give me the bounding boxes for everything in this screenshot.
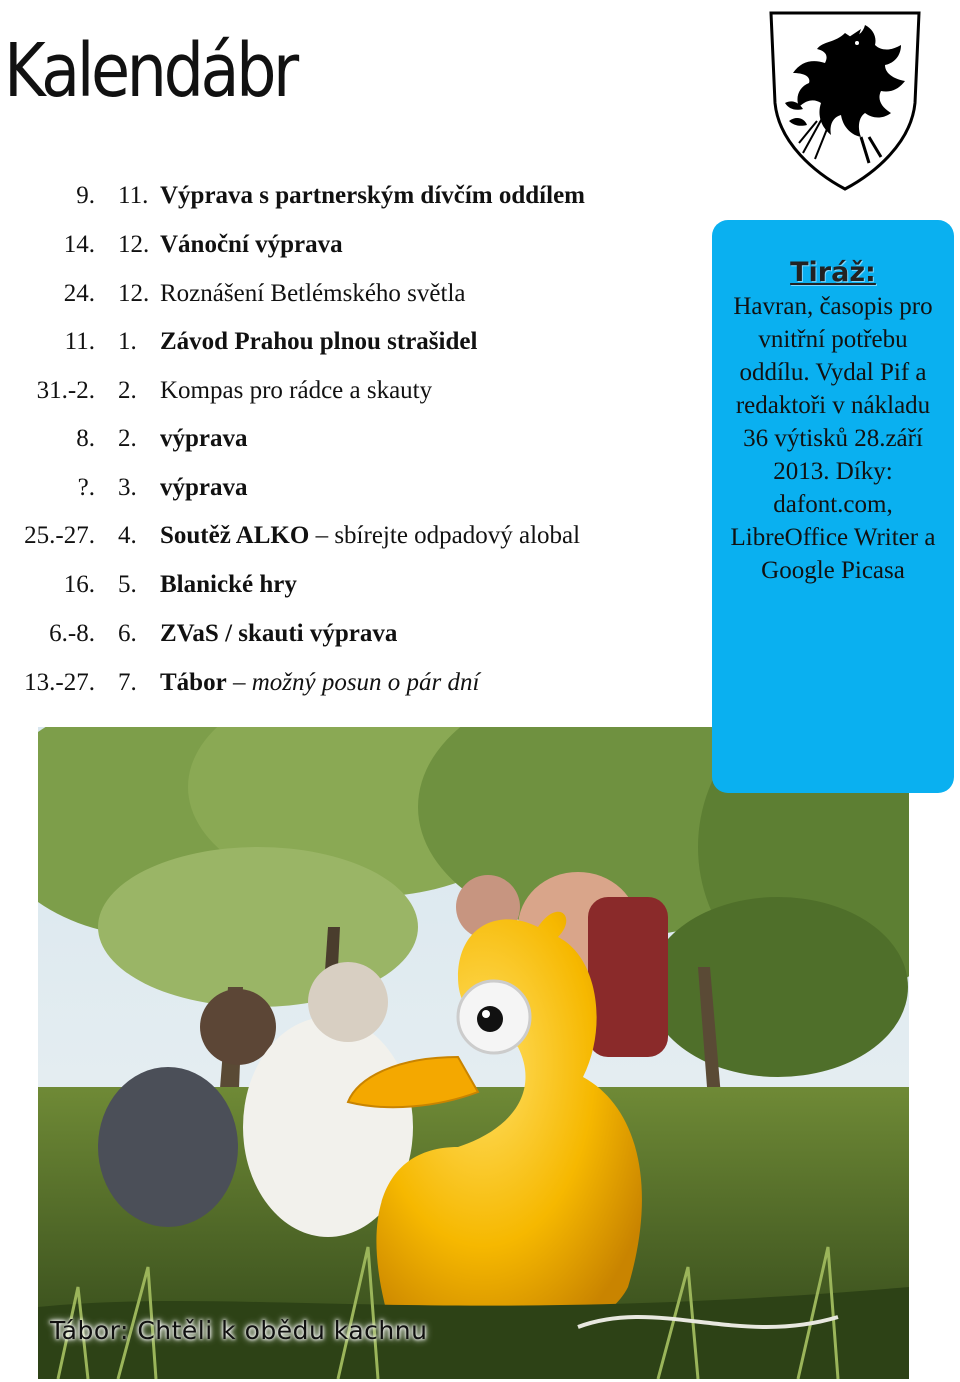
- event-date: 13.-27.: [24, 669, 95, 696]
- event-row: [0, 225, 700, 265]
- event-date: 31.-2.: [36, 377, 95, 404]
- event-date: 14.: [63, 231, 95, 258]
- event-title: výprava: [160, 474, 248, 501]
- event-title: Roznášení Betlémského světla: [160, 280, 466, 307]
- event-month: 2.: [118, 377, 137, 404]
- event-note: – sbírejte odpadový alobal: [309, 522, 581, 549]
- event-row: [0, 516, 700, 556]
- event-date: ?.: [77, 474, 95, 501]
- event-note: – možný posun o pár dní: [226, 669, 480, 696]
- event-date: 11.: [64, 328, 95, 355]
- camp-photo: [38, 727, 909, 1379]
- duck-photo-illustration: [38, 727, 909, 1379]
- event-month: 12.: [118, 280, 150, 307]
- event-month: 1.: [118, 328, 137, 355]
- event-row: [0, 176, 700, 216]
- photo-caption: Tábor: Chtěli k obědu kachnu: [50, 1316, 428, 1345]
- event-date: 25.-27.: [24, 522, 95, 549]
- event-title: Blanické hry: [160, 571, 297, 598]
- event-title: ZVaS / skauti výprava: [160, 620, 398, 647]
- event-month: 5.: [118, 571, 137, 598]
- event-month: 2.: [118, 425, 137, 452]
- event-row: [0, 274, 700, 314]
- raven-crest-icon: [765, 3, 925, 193]
- event-row: [0, 419, 700, 459]
- event-month: 11.: [118, 182, 149, 209]
- event-month: 3.: [118, 474, 137, 501]
- event-title: Výprava s partnerským dívčím oddílem: [160, 182, 585, 209]
- page-title: Kalendábr: [4, 28, 296, 114]
- event-month: 7.: [118, 669, 137, 696]
- event-date: 16.: [63, 571, 95, 598]
- event-title: Závod Prahou plnou strašidel: [160, 328, 478, 355]
- event-row: [0, 371, 700, 411]
- event-month: 4.: [118, 522, 137, 549]
- event-row: [0, 468, 700, 508]
- event-title: Tábor: [160, 669, 227, 696]
- event-title: Kompas pro rádce a skauty: [160, 377, 433, 404]
- event-month: 6.: [118, 620, 137, 647]
- event-month: 12.: [118, 231, 150, 258]
- impressum-text: Havran, časopis pro vnitřní potřebu oddílu. Vydal Pif a redaktoři v nákladu 36 výtisků 28.září 2013. Díky: dafont.com, LibreOffice Writer a Google Picasa: [730, 293, 936, 584]
- event-title: Soutěž ALKO: [160, 522, 310, 549]
- impressum-heading: Tiráž:: [790, 257, 876, 288]
- event-row: [0, 565, 700, 605]
- event-title: Vánoční výprava: [160, 231, 343, 258]
- event-title: výprava: [160, 425, 248, 452]
- event-date: 6.-8.: [49, 620, 95, 647]
- event-date: 24.: [63, 280, 95, 307]
- event-row: [0, 614, 700, 654]
- impressum-box: [712, 220, 954, 793]
- event-date: 8.: [76, 425, 95, 452]
- event-row: [0, 322, 700, 362]
- event-row: [0, 663, 700, 703]
- event-date: 9.: [76, 182, 95, 209]
